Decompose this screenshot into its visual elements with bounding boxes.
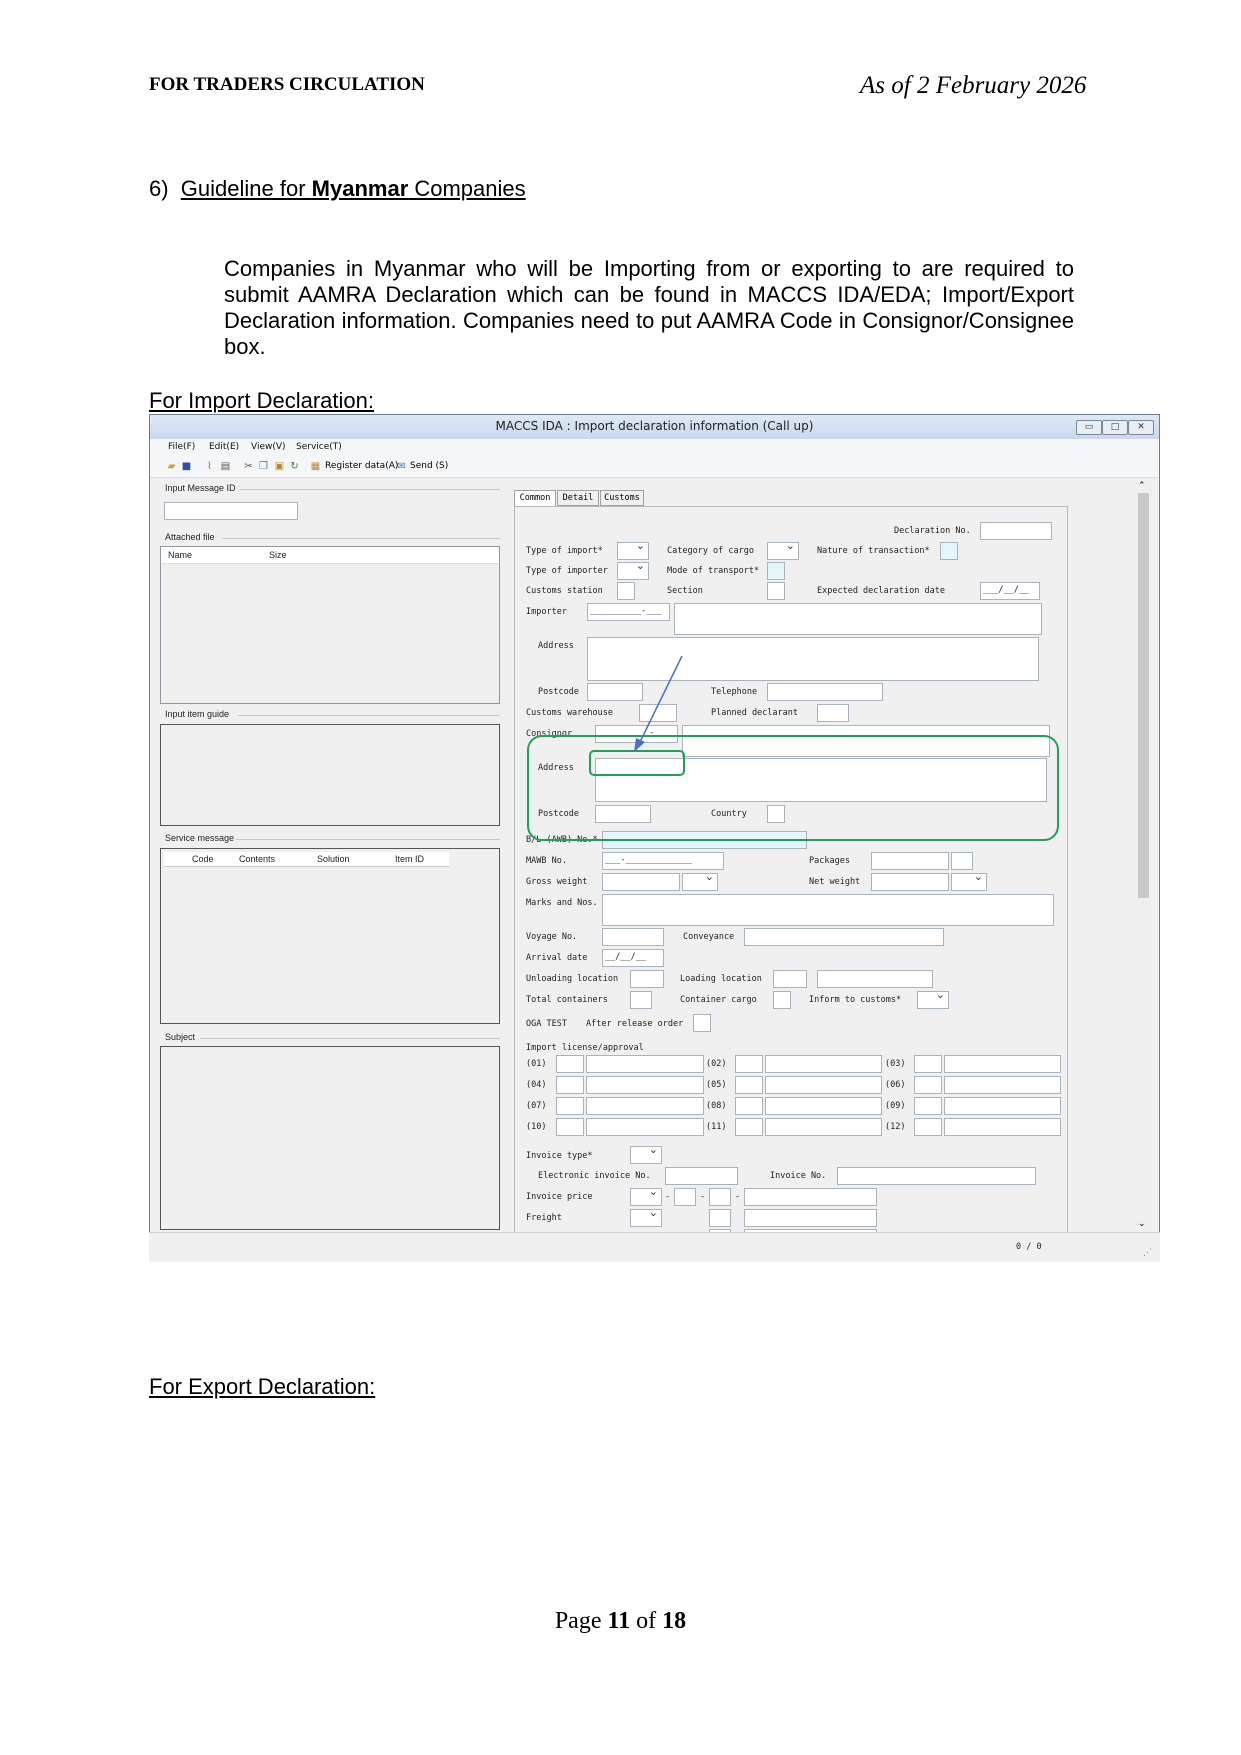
svc-col-solution[interactable]: Solution	[317, 854, 350, 864]
loading-location-label: Loading location	[680, 974, 762, 984]
section-number: 6)	[149, 176, 169, 201]
subject-label: Subject	[165, 1032, 196, 1042]
inform-to-customs-label: Inform to customs*	[809, 995, 902, 1005]
consignor-code-field[interactable]: __________-___	[595, 725, 678, 743]
nature-of-transaction-label: Nature of transaction*	[817, 546, 930, 556]
expected-declaration-date-label: Expected declaration date	[817, 586, 945, 596]
page-footer: Page 11 of 18	[554, 1608, 687, 1634]
minimize-icon[interactable]: ▭	[1076, 420, 1102, 435]
col-size[interactable]: Size	[269, 550, 287, 560]
customs-station-label: Customs station	[526, 586, 603, 596]
planned-declarant-label: Planned declarant	[711, 708, 798, 718]
window-title: MACCS IDA : Import declaration information (Call up)	[495, 419, 814, 433]
license-num: (09)	[885, 1101, 906, 1111]
mawb-no-label: MAWB No.	[526, 856, 567, 866]
section-label: Section	[667, 586, 703, 596]
gross-weight-label: Gross weight	[526, 877, 588, 887]
register-icon: ▦	[310, 461, 321, 472]
arrival-date-label: Arrival date	[526, 953, 588, 963]
license-num: (12)	[885, 1122, 906, 1132]
consignor-address-label: Address	[538, 763, 574, 773]
import-heading: For Import Declaration:	[149, 388, 374, 413]
paste-icon[interactable]: ▣	[274, 461, 285, 472]
send-icon: ✉	[397, 461, 406, 472]
arrival-date-field[interactable]: __/__/__	[602, 949, 664, 967]
open-folder-icon[interactable]: ▰	[167, 461, 176, 472]
country-label: Country	[711, 809, 747, 819]
menu-file[interactable]: File(F)	[168, 442, 196, 452]
bl-awb-label: B/L (AWB) No.*	[526, 835, 598, 845]
input-item-guide-label: Input item guide	[165, 709, 230, 719]
category-of-cargo-label: Category of cargo	[667, 546, 754, 556]
type-of-importer-label: Type of importer	[526, 566, 608, 576]
section-title: Guideline for Myanmar Companies	[180, 176, 526, 201]
send-button[interactable]: Send (S)	[410, 461, 449, 471]
refresh-icon[interactable]: ↻	[290, 461, 299, 472]
consignor-postcode-label: Postcode	[538, 809, 579, 819]
importer-address-label: Address	[538, 641, 574, 651]
mawb-no-field[interactable]: ___-_____________	[602, 852, 724, 870]
voyage-no-label: Voyage No.	[526, 932, 578, 942]
license-num: (04)	[526, 1080, 547, 1090]
body-paragraph: Companies in Myanmar who will be Importing from or exporting to are required to submit AAMRA Declaration which can be found in MACCS IDA/EDA; Import/Export Declaration information. Companies need to put AAMRA Code in Consignor/Consignee box.	[224, 256, 1074, 359]
scroll-up-icon[interactable]: ⌃	[1138, 480, 1146, 490]
after-release-order-label: After release order	[586, 1019, 684, 1029]
svc-col-item-id[interactable]: Item ID	[395, 854, 425, 864]
license-num: (08)	[706, 1101, 727, 1111]
header-circulation: FOR TRADERS CIRCULATION	[149, 74, 425, 95]
packages-label: Packages	[809, 856, 850, 866]
tab-customs[interactable]: Customs	[600, 490, 644, 506]
unloading-location-label: Unloading location	[526, 974, 619, 984]
header-date: As of 2 February 2026	[860, 72, 1087, 99]
license-num: (07)	[526, 1101, 547, 1111]
freight-label: Freight	[526, 1213, 562, 1223]
invoice-no-label: Invoice No.	[770, 1171, 827, 1181]
license-num: (06)	[885, 1080, 906, 1090]
menu-view[interactable]: View(V)	[251, 442, 286, 452]
declaration-no-label: Declaration No.	[894, 526, 971, 536]
license-num: (10)	[526, 1122, 547, 1132]
save-icon[interactable]: ■	[181, 461, 192, 472]
attached-file-label: Attached file	[165, 532, 215, 542]
copy-icon[interactable]: ❐	[259, 461, 268, 472]
maximize-icon[interactable]: □	[1102, 420, 1128, 435]
license-num: (11)	[706, 1122, 727, 1132]
tab-common[interactable]: Common	[514, 490, 556, 506]
tab-detail[interactable]: Detail	[557, 490, 599, 506]
postcode-label: Postcode	[538, 687, 579, 697]
export-heading: For Export Declaration:	[149, 1374, 376, 1399]
dash-separator: -	[700, 1192, 706, 1202]
oga-test-label: OGA TEST	[526, 1019, 567, 1029]
mode-of-transport-label: Mode of transport*	[667, 566, 760, 576]
importer-code-field[interactable]: __________-___	[587, 603, 670, 621]
scroll-down-icon[interactable]: ⌄	[1138, 1218, 1146, 1228]
menu-edit[interactable]: Edit(E)	[209, 442, 240, 452]
marks-and-nos-label: Marks and Nos.	[526, 898, 598, 908]
dash-separator: -	[665, 1192, 671, 1202]
svc-col-contents[interactable]: Contents	[239, 854, 276, 864]
arrow-head-icon	[634, 738, 645, 752]
container-cargo-label: Container cargo	[680, 995, 757, 1005]
license-num: (01)	[526, 1059, 547, 1069]
license-num: (05)	[706, 1080, 727, 1090]
col-name[interactable]: Name	[168, 550, 193, 560]
type-of-import-label: Type of import*	[526, 546, 603, 556]
resize-grip-icon[interactable]: ⋰	[1143, 1247, 1152, 1257]
menu-service[interactable]: Service(T)	[296, 442, 342, 452]
page-number: 11	[607, 1608, 631, 1634]
service-message-label: Service message	[165, 833, 235, 843]
record-count: 0 / 0	[1016, 1242, 1042, 1252]
telephone-label: Telephone	[711, 687, 758, 697]
expected-declaration-date-field[interactable]: ___/__/__	[980, 582, 1040, 600]
electronic-invoice-no-label: Electronic invoice No.	[538, 1171, 651, 1181]
pointer-arrow	[639, 656, 682, 744]
attach-icon[interactable]: ⌇	[207, 461, 212, 472]
close-icon[interactable]: ✕	[1128, 420, 1154, 435]
invoice-type-label: Invoice type*	[526, 1151, 593, 1161]
input-message-id-label: Input Message ID	[165, 483, 236, 493]
total-containers-label: Total containers	[526, 995, 608, 1005]
dash-separator: -	[735, 1192, 741, 1202]
cut-icon[interactable]: ✂	[244, 461, 253, 472]
license-num: (02)	[706, 1059, 727, 1069]
consignor-code-highlight	[590, 751, 684, 775]
conveyance-label: Conveyance	[683, 932, 735, 942]
page-total: 18	[662, 1608, 687, 1634]
invoice-price-label: Invoice price	[526, 1192, 593, 1202]
svc-col-code[interactable]: Code	[192, 854, 214, 864]
customs-warehouse-label: Customs warehouse	[526, 708, 613, 718]
print-icon[interactable]: ▤	[220, 461, 231, 472]
net-weight-label: Net weight	[809, 877, 861, 887]
license-num: (03)	[885, 1059, 906, 1069]
importer-label: Importer	[526, 607, 567, 617]
import-license-label: Import license/approval	[526, 1043, 644, 1053]
consignor-label: Consignor	[526, 729, 573, 739]
register-data-button[interactable]: Register data(A)	[325, 461, 399, 471]
